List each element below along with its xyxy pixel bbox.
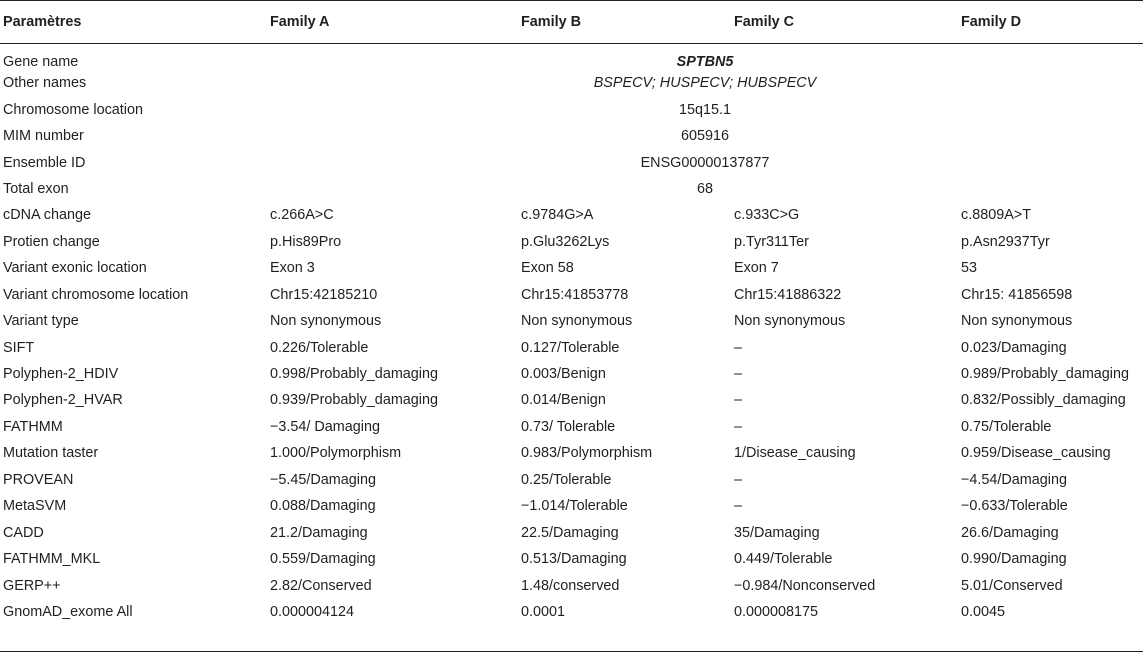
- row-label: Ensemble ID: [3, 154, 86, 171]
- cell-family-c: –: [734, 471, 743, 488]
- cell-family-d: p.Asn2937Tyr: [961, 233, 1050, 250]
- row-label: Variant exonic location: [3, 260, 147, 277]
- cell-family-c: –: [734, 392, 743, 409]
- cell-family-c: p.Tyr311Ter: [734, 233, 809, 250]
- table-row: [0, 519, 1143, 545]
- row-label: [0, 625, 267, 651]
- table-header: [0, 1, 1143, 44]
- row-label: Gene name: [3, 54, 79, 70]
- cell-family-a: 0.226/Tolerable: [270, 339, 369, 356]
- cell-family-d: 0.75/Tolerable: [961, 418, 1052, 435]
- cell-family-d: [958, 625, 1143, 651]
- cell-family-b: 0.73/ Tolerable: [521, 418, 616, 435]
- other-names-value: BSPECV; HUSPECV; HUBSPECV: [593, 75, 817, 92]
- cell-family-b: 1.48/conserved: [521, 577, 620, 594]
- cell-family-c: –: [734, 339, 743, 356]
- cell-family-a: Non synonymous: [270, 313, 382, 330]
- gene-name-value: SPTBN5: [676, 54, 734, 70]
- cell-family-d: 0.989/Probably_damaging: [961, 366, 1130, 383]
- cell-family-c: c.933C>G: [734, 207, 800, 224]
- row-label: Chromosome location: [3, 101, 143, 118]
- cell-family-d: 0.0045: [961, 603, 1006, 620]
- row-label: Total exon: [3, 180, 69, 197]
- cell-family-c: Non synonymous: [734, 313, 846, 330]
- cell-family-c: 0.449/Tolerable: [734, 551, 833, 568]
- cell-family-b: Chr15:41853778: [521, 286, 629, 303]
- cell-family-b: [518, 625, 731, 651]
- cell-family-b: 0.127/Tolerable: [521, 339, 620, 356]
- table-body: [0, 44, 1143, 652]
- table-row: [0, 308, 1143, 334]
- row-label: Mutation taster: [3, 445, 99, 462]
- table-row-ensemble-id: [0, 149, 1143, 175]
- cell-family-b: 0.25/Tolerable: [521, 471, 612, 488]
- table-row: [0, 334, 1143, 360]
- cell-family-c: [731, 625, 958, 651]
- cell-family-c: –: [734, 498, 743, 515]
- header-family-d: Family D: [958, 1, 1143, 44]
- cell-family-d: 0.023/Damaging: [961, 339, 1067, 356]
- cell-family-d: c.8809A>T: [961, 207, 1031, 224]
- row-label: Polyphen-2_HVAR: [3, 392, 123, 409]
- cell-family-c: −0.984/Nonconserved: [734, 577, 876, 594]
- row-label: Variant type: [3, 313, 79, 330]
- cell-family-d: −4.54/Damaging: [961, 471, 1068, 488]
- row-label: MetaSVM: [3, 498, 67, 515]
- cell-family-b: 0.513/Damaging: [521, 551, 627, 568]
- table-row: [0, 546, 1143, 572]
- table-row: [0, 202, 1143, 228]
- row-label: Variant chromosome location: [3, 286, 189, 303]
- table-row: [0, 414, 1143, 440]
- cell-family-d: 5.01/Conserved: [961, 577, 1063, 594]
- table-row-mim-number: [0, 123, 1143, 149]
- cell-family-b: 0.0001: [521, 603, 566, 620]
- table-row: [0, 493, 1143, 519]
- row-label: Other names: [3, 75, 87, 92]
- header-family-a: Family A: [267, 1, 518, 44]
- row-label: Polyphen-2_HDIV: [3, 366, 119, 383]
- cell-family-a: p.His89Pro: [270, 233, 342, 250]
- row-label: MIM number: [3, 128, 84, 145]
- row-label: SIFT: [3, 339, 35, 356]
- cell-family-a: 21.2/Damaging: [270, 524, 368, 541]
- row-label: GERP++: [3, 577, 61, 594]
- cell-family-d: Chr15: 41856598: [961, 286, 1073, 303]
- cell-family-a: 1.000/Polymorphism: [270, 445, 402, 462]
- header-row: [0, 1, 1143, 44]
- cell-family-a: [267, 625, 518, 651]
- cell-family-a: 0.559/Damaging: [270, 551, 376, 568]
- cell-family-b: 0.983/Polymorphism: [521, 445, 653, 462]
- row-label: PROVEAN: [3, 471, 74, 488]
- table-row: [0, 282, 1143, 308]
- table-row: [0, 387, 1143, 413]
- ensemble-id-value: ENSG00000137877: [640, 154, 770, 171]
- row-label: GnomAD_exome All: [3, 603, 133, 620]
- cell-family-b: c.9784G>A: [521, 207, 594, 224]
- chromosome-location-value: 15q15.1: [678, 101, 732, 118]
- cell-family-b: 0.014/Benign: [521, 392, 606, 409]
- cell-family-a: Exon 3: [270, 260, 315, 277]
- table-row-chromosome-location: [0, 96, 1143, 122]
- header-family-c: Family C: [731, 1, 958, 44]
- row-label: Protien change: [3, 233, 100, 250]
- cell-family-a: 0.998/Probably_damaging: [270, 366, 439, 383]
- table-row: [0, 599, 1143, 625]
- cell-family-a: 0.088/Damaging: [270, 498, 376, 515]
- table-row: [0, 229, 1143, 255]
- cell-family-b: p.Glu3262Lys: [521, 233, 610, 250]
- cell-family-a: 0.000004124: [270, 603, 355, 620]
- header-family-b: Family B: [518, 1, 731, 44]
- table-row: [0, 440, 1143, 466]
- table-row-other-names: [0, 70, 1143, 96]
- table-row-gene-name: [0, 44, 1143, 71]
- cell-family-c: –: [734, 366, 743, 383]
- total-exon-value: 68: [696, 180, 713, 197]
- cell-family-c: Chr15:41886322: [734, 286, 842, 303]
- cell-family-a: Chr15:42185210: [270, 286, 378, 303]
- cell-family-c: 1/Disease_causing: [734, 445, 856, 462]
- cell-family-d: 26.6/Damaging: [961, 524, 1059, 541]
- cell-family-d: −0.633/Tolerable: [961, 498, 1068, 515]
- cell-family-b: 0.003/Benign: [521, 366, 606, 383]
- table-row: [0, 467, 1143, 493]
- cell-family-a: 2.82/Conserved: [270, 577, 372, 594]
- cell-family-b: −1.014/Tolerable: [521, 498, 628, 515]
- cell-family-d: 53: [961, 260, 978, 277]
- cell-family-d: Non synonymous: [961, 313, 1073, 330]
- table-row-total-exon: [0, 176, 1143, 202]
- cell-family-d: 0.990/Damaging: [961, 551, 1067, 568]
- mim-number-value: 605916: [680, 128, 730, 145]
- cell-family-b: 22.5/Damaging: [521, 524, 619, 541]
- cell-family-c: 35/Damaging: [734, 524, 820, 541]
- row-label: FATHMM_MKL: [3, 551, 101, 568]
- cell-family-a: −3.54/ Damaging: [270, 418, 381, 435]
- cell-family-d: 0.959/Disease_causing: [961, 445, 1111, 462]
- cell-family-c: 0.000008175: [734, 603, 819, 620]
- row-label: FATHMM: [3, 418, 63, 435]
- cell-family-a: c.266A>C: [270, 207, 334, 224]
- cell-family-c: Exon 7: [734, 260, 779, 277]
- cell-family-c: –: [734, 418, 743, 435]
- table-row: [0, 572, 1143, 598]
- cell-family-b: Exon 58: [521, 260, 574, 277]
- cell-family-d: 0.832/Possibly_damaging: [961, 392, 1126, 409]
- header-parametres: Paramètres: [0, 1, 267, 44]
- cell-family-b: Non synonymous: [521, 313, 633, 330]
- row-label: CADD: [3, 524, 44, 541]
- cell-family-a: −5.45/Damaging: [270, 471, 377, 488]
- table-row: [0, 625, 1143, 651]
- row-label: cDNA change: [3, 207, 91, 224]
- cell-family-a: 0.939/Probably_damaging: [270, 392, 439, 409]
- table-row: [0, 255, 1143, 281]
- table-row: [0, 361, 1143, 387]
